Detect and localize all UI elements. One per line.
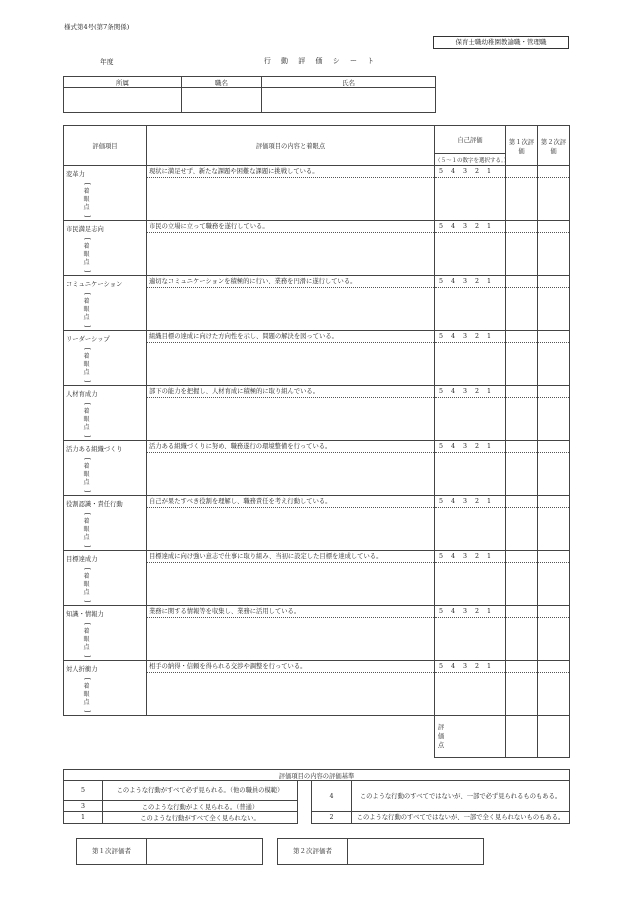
first-eval-cell[interactable] bbox=[506, 276, 538, 331]
viewpoint-area[interactable] bbox=[147, 178, 434, 218]
criteria-score-4: 4 bbox=[312, 781, 352, 812]
item-content bbox=[147, 276, 435, 331]
chakuganten-label: [ 着 眼 点 ] bbox=[83, 292, 91, 328]
item-criteria: 活力ある組織づくりに努め、職務遂行の環境整備を行っている。 bbox=[147, 441, 434, 453]
first-eval-cell[interactable] bbox=[506, 441, 538, 496]
first-eval-cell[interactable] bbox=[506, 221, 538, 276]
self-eval-cell[interactable] bbox=[435, 441, 506, 496]
viewpoint-area[interactable] bbox=[147, 398, 434, 438]
item-name: 役割認識・責任行動 [ 着 眼 点 ] bbox=[64, 496, 147, 551]
header-second-eval: 第２次評価 bbox=[538, 126, 570, 166]
total-score-label: 評 価 点 bbox=[435, 716, 506, 758]
second-eval-cell[interactable] bbox=[538, 496, 570, 551]
info-table bbox=[63, 76, 436, 113]
info-header-name: 氏名 bbox=[262, 77, 436, 88]
rating-scale[interactable]: 5 4 3 2 1 bbox=[435, 386, 505, 398]
position-field[interactable] bbox=[182, 88, 262, 113]
chakuganten-label: [ 着 眼 点 ] bbox=[83, 347, 91, 383]
rating-scale[interactable]: 5 4 3 2 1 bbox=[435, 221, 505, 233]
viewpoint-area[interactable] bbox=[147, 233, 434, 273]
viewpoint-area[interactable] bbox=[147, 288, 434, 328]
item-content bbox=[147, 551, 435, 606]
second-eval-cell[interactable] bbox=[538, 221, 570, 276]
self-eval-cell[interactable] bbox=[435, 386, 506, 441]
second-eval-cell[interactable] bbox=[538, 551, 570, 606]
item-criteria: 自己が果たすべき役割を理解し、職務責任を考え行動している。 bbox=[147, 496, 434, 508]
second-eval-cell[interactable] bbox=[538, 386, 570, 441]
viewpoint-area[interactable] bbox=[147, 343, 434, 383]
item-name: 知識・情報力 [ 着 眼 点 ] bbox=[64, 606, 147, 661]
item-criteria: 部下の能力を把握し、人材育成に積極的に取り組んでいる。 bbox=[147, 386, 434, 398]
criteria-score-1: 1 bbox=[64, 812, 103, 824]
name-field[interactable] bbox=[262, 88, 436, 113]
second-eval-cell[interactable] bbox=[538, 166, 570, 221]
item-content bbox=[147, 331, 435, 386]
criteria-text-5: このような行動がすべて必ず見られる。（他の職員の模範） bbox=[103, 781, 298, 801]
second-eval-cell[interactable] bbox=[538, 276, 570, 331]
rating-scale[interactable]: 5 4 3 2 1 bbox=[435, 661, 505, 673]
item-criteria: 相手の納得・信頼を得られる交渉や調整を行っている。 bbox=[147, 661, 434, 673]
criteria-score-5: 5 bbox=[64, 781, 103, 801]
self-eval-note: （５～１の数字を選択する。） bbox=[435, 154, 506, 166]
second-evaluator-field[interactable] bbox=[348, 839, 483, 864]
item-name: 活力ある組織づくり [ 着 眼 点 ] bbox=[64, 441, 147, 496]
item-row bbox=[64, 221, 570, 276]
criteria-text-4: このような行動のすべてではないが、一部で必ず見られるものもある。 bbox=[352, 781, 570, 812]
item-criteria: 適切なコミュニケーションを積極的に行い、業務を円滑に遂行している。 bbox=[147, 276, 434, 288]
rating-scale[interactable]: 5 4 3 2 1 bbox=[435, 551, 505, 563]
first-evaluator-field[interactable] bbox=[147, 839, 262, 864]
second-eval-cell[interactable] bbox=[538, 661, 570, 716]
viewpoint-area[interactable] bbox=[147, 508, 434, 548]
item-content bbox=[147, 606, 435, 661]
form-number: 様式第4号(第7条関係) bbox=[64, 23, 130, 31]
info-header-position: 職名 bbox=[182, 77, 262, 88]
viewpoint-area[interactable] bbox=[147, 673, 434, 713]
chakuganten-label: [ 着 眼 点 ] bbox=[83, 677, 91, 713]
item-name: 人材育成力 [ 着 眼 点 ] bbox=[64, 386, 147, 441]
criteria-text-1: このような行動がすべて全く見られない。 bbox=[103, 812, 298, 824]
header-first-eval: 第１次評価 bbox=[506, 126, 538, 166]
info-header-department: 所属 bbox=[64, 77, 182, 88]
item-criteria: 業務に関する情報等を収集し、業務に活用している。 bbox=[147, 606, 434, 618]
item-row bbox=[64, 606, 570, 661]
total-second-eval[interactable] bbox=[538, 716, 570, 758]
evaluation-table bbox=[63, 125, 570, 758]
self-eval-cell[interactable] bbox=[435, 551, 506, 606]
criteria-title: 評価項目の内容の評価基準 bbox=[64, 770, 570, 781]
self-eval-cell[interactable] bbox=[435, 496, 506, 551]
item-name: 変革力 [ 着 眼 点 ] bbox=[64, 166, 147, 221]
rating-scale[interactable]: 5 4 3 2 1 bbox=[435, 606, 505, 618]
self-eval-cell[interactable] bbox=[435, 661, 506, 716]
item-criteria: 目標達成に向け強い意志で仕事に取り組み、当初に設定した目標を達成している。 bbox=[147, 551, 434, 563]
rating-scale[interactable]: 5 4 3 2 1 bbox=[435, 441, 505, 453]
item-content bbox=[147, 386, 435, 441]
first-eval-cell[interactable] bbox=[506, 166, 538, 221]
item-content bbox=[147, 441, 435, 496]
page-title: 行 動 評 価 シ ー ト bbox=[263, 57, 379, 65]
chakuganten-label: [ 着 眼 点 ] bbox=[83, 457, 91, 493]
category-badge: 保育士職幼稚園教諭職・管理職 bbox=[433, 36, 569, 49]
item-name: 市民満足志向 [ 着 眼 点 ] bbox=[64, 221, 147, 276]
first-evaluator-label: 第１次評価者 bbox=[77, 839, 147, 864]
item-content bbox=[147, 166, 435, 221]
header-item: 評価項目 bbox=[64, 126, 147, 166]
viewpoint-area[interactable] bbox=[147, 618, 434, 658]
item-content bbox=[147, 496, 435, 551]
chakuganten-label: [ 着 眼 点 ] bbox=[83, 512, 91, 548]
first-eval-cell[interactable] bbox=[506, 496, 538, 551]
chakuganten-label: [ 着 眼 点 ] bbox=[83, 567, 91, 603]
viewpoint-area[interactable] bbox=[147, 453, 434, 493]
first-evaluator-box bbox=[76, 838, 263, 865]
criteria-table bbox=[63, 769, 570, 824]
item-name: コミュニケーション [ 着 眼 点 ] bbox=[64, 276, 147, 331]
self-eval-cell[interactable] bbox=[435, 221, 506, 276]
item-row bbox=[64, 441, 570, 496]
chakuganten-label: [ 着 眼 点 ] bbox=[83, 237, 91, 273]
item-name: 対人折衝力 [ 着 眼 点 ] bbox=[64, 661, 147, 716]
chakuganten-label: [ 着 眼 点 ] bbox=[83, 402, 91, 438]
item-row bbox=[64, 661, 570, 716]
self-eval-cell[interactable] bbox=[435, 606, 506, 661]
self-eval-cell[interactable] bbox=[435, 276, 506, 331]
self-eval-cell[interactable] bbox=[435, 166, 506, 221]
rating-scale[interactable]: 5 4 3 2 1 bbox=[435, 166, 505, 178]
header-content: 評価項目の内容と着眼点 bbox=[147, 126, 435, 166]
item-criteria: 現状に満足せず、新たな課題や困難な課題に挑戦している。 bbox=[147, 166, 434, 178]
item-name: 目標達成力 [ 着 眼 点 ] bbox=[64, 551, 147, 606]
item-criteria: 市民の立場に立って職務を遂行している。 bbox=[147, 221, 434, 233]
first-eval-cell[interactable] bbox=[506, 551, 538, 606]
chakuganten-label: [ 着 眼 点 ] bbox=[83, 622, 91, 658]
item-row bbox=[64, 276, 570, 331]
item-content bbox=[147, 661, 435, 716]
second-evaluator-box bbox=[277, 838, 484, 865]
rating-scale[interactable]: 5 4 3 2 1 bbox=[435, 276, 505, 288]
item-name: リーダーシップ [ 着 眼 点 ] bbox=[64, 331, 147, 386]
second-evaluator-label: 第２次評価者 bbox=[278, 839, 348, 864]
first-eval-cell[interactable] bbox=[506, 606, 538, 661]
first-eval-cell[interactable] bbox=[506, 331, 538, 386]
viewpoint-area[interactable] bbox=[147, 563, 434, 603]
item-row bbox=[64, 496, 570, 551]
item-row bbox=[64, 551, 570, 606]
criteria-text-2: このような行動のすべてではないが、一部で全く見られないものもある。 bbox=[352, 812, 570, 824]
second-eval-cell[interactable] bbox=[538, 606, 570, 661]
first-eval-cell[interactable] bbox=[506, 661, 538, 716]
item-row bbox=[64, 386, 570, 441]
header-self-eval: 自己評価 bbox=[435, 126, 506, 154]
item-row bbox=[64, 331, 570, 386]
item-criteria: 組織目標の達成に向けた方向性を示し、問題の解決を図っている。 bbox=[147, 331, 434, 343]
criteria-score-2: 2 bbox=[312, 812, 352, 824]
rating-scale[interactable]: 5 4 3 2 1 bbox=[435, 496, 505, 508]
rating-scale[interactable]: 5 4 3 2 1 bbox=[435, 331, 505, 343]
total-first-eval[interactable] bbox=[506, 716, 538, 758]
department-field[interactable] bbox=[64, 88, 182, 113]
item-row bbox=[64, 166, 570, 221]
first-eval-cell[interactable] bbox=[506, 386, 538, 441]
second-eval-cell[interactable] bbox=[538, 331, 570, 386]
self-eval-cell[interactable] bbox=[435, 331, 506, 386]
criteria-text-3: このような行動がよく見られる。（普通） bbox=[103, 801, 298, 812]
year-label: 年度 bbox=[100, 58, 114, 66]
item-content bbox=[147, 221, 435, 276]
chakuganten-label: [ 着 眼 点 ] bbox=[83, 182, 91, 218]
criteria-score-3: 3 bbox=[64, 801, 103, 812]
second-eval-cell[interactable] bbox=[538, 441, 570, 496]
